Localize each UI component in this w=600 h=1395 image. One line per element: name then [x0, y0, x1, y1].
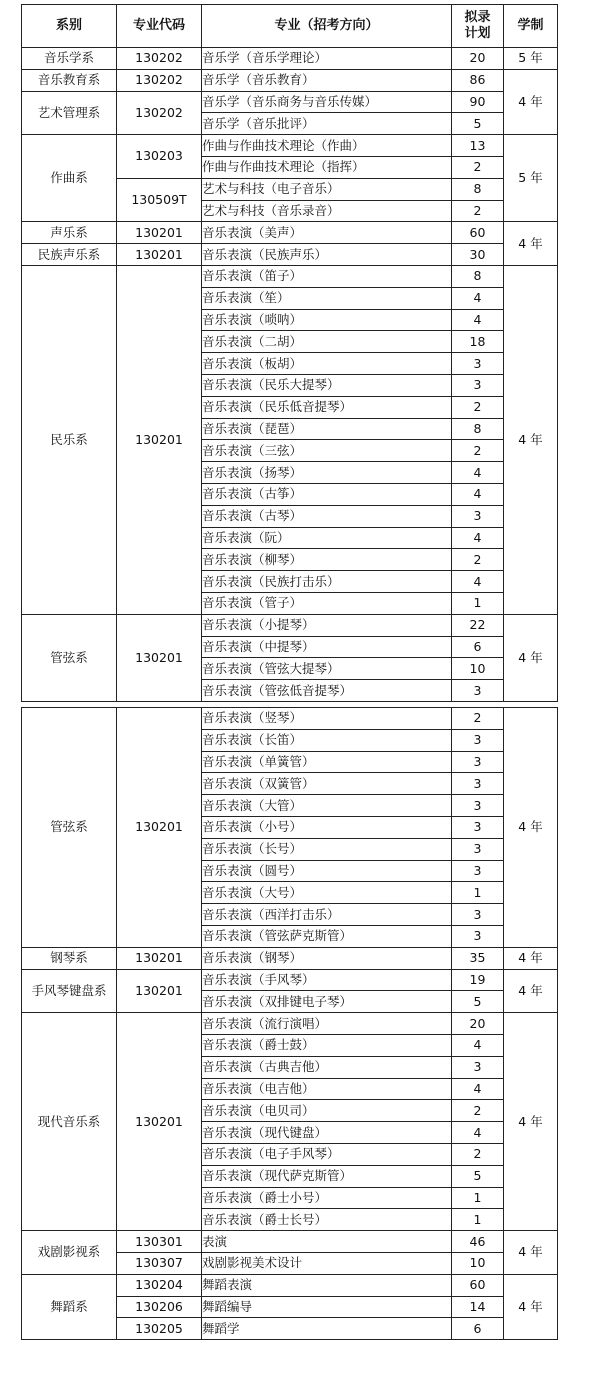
plan-cell: 4	[452, 287, 504, 309]
major-cell: 音乐表演（管弦萨克斯管）	[202, 925, 452, 947]
dept-cell: 音乐学系	[22, 48, 117, 70]
plan-cell: 3	[452, 816, 504, 838]
plan-cell: 1	[452, 882, 504, 904]
plan-cell: 19	[452, 969, 504, 991]
table-row	[22, 244, 558, 266]
major-cell: 音乐表演（民乐大提琴）	[202, 374, 452, 396]
plan-cell: 6	[452, 636, 504, 658]
dept-cell: 民族声乐系	[22, 244, 117, 266]
code-cell: 130204	[117, 1274, 202, 1296]
years-cell: 4 年	[504, 708, 558, 948]
plan-cell: 3	[452, 773, 504, 795]
dept-cell: 声乐系	[22, 222, 117, 244]
plan-cell: 4	[452, 527, 504, 549]
major-cell: 音乐表演（古筝）	[202, 483, 452, 505]
plan-cell: 4	[452, 1078, 504, 1100]
years-cell: 5 年	[504, 135, 558, 222]
major-cell: 音乐表演（二胡）	[202, 331, 452, 353]
dept-cell: 管弦系	[22, 708, 117, 948]
major-cell: 音乐表演（竖琴）	[202, 708, 452, 730]
plan-cell: 20	[452, 48, 504, 70]
header-years: 学制	[504, 5, 558, 48]
major-cell: 音乐表演（大号）	[202, 882, 452, 904]
major-cell: 音乐表演（扬琴）	[202, 462, 452, 484]
plan-cell: 4	[452, 571, 504, 593]
major-cell: 音乐表演（西洋打击乐）	[202, 904, 452, 926]
plan-cell: 2	[452, 708, 504, 730]
years-cell: 4 年	[504, 614, 558, 701]
plan-cell: 10	[452, 658, 504, 680]
plan-cell: 3	[452, 505, 504, 527]
major-cell: 音乐表演（管弦大提琴）	[202, 658, 452, 680]
plan-cell: 3	[452, 925, 504, 947]
major-cell: 音乐表演（电吉他）	[202, 1078, 452, 1100]
major-cell: 音乐表演（柳琴）	[202, 549, 452, 571]
code-cell: 130201	[117, 244, 202, 266]
major-cell: 音乐表演（电贝司）	[202, 1100, 452, 1122]
plan-cell: 1	[452, 592, 504, 614]
code-cell: 130307	[117, 1252, 202, 1274]
table-row	[22, 91, 558, 113]
major-cell: 音乐表演（三弦）	[202, 440, 452, 462]
major-cell: 音乐表演（阮）	[202, 527, 452, 549]
major-cell: 音乐表演（双簧管）	[202, 773, 452, 795]
major-cell: 舞蹈表演	[202, 1274, 452, 1296]
plan-cell: 6	[452, 1318, 504, 1340]
major-cell: 戏剧影视美术设计	[202, 1252, 452, 1274]
dept-cell: 管弦系	[22, 614, 117, 701]
major-cell: 音乐表演（笙）	[202, 287, 452, 309]
major-cell: 音乐表演（民族打击乐）	[202, 571, 452, 593]
major-cell: 音乐学（音乐商务与音乐传媒）	[202, 91, 452, 113]
plan-cell: 30	[452, 244, 504, 266]
major-cell: 音乐表演（钢琴）	[202, 947, 452, 969]
major-cell: 音乐表演（琵琶）	[202, 418, 452, 440]
major-cell: 音乐表演（古琴）	[202, 505, 452, 527]
table-row	[22, 969, 558, 991]
major-cell: 音乐表演（现代萨克斯管）	[202, 1165, 452, 1187]
dept-cell: 钢琴系	[22, 947, 117, 969]
major-cell: 音乐学（音乐学理论）	[202, 48, 452, 70]
plan-cell: 60	[452, 222, 504, 244]
table-row	[22, 614, 558, 636]
major-cell: 音乐表演（管子）	[202, 592, 452, 614]
years-cell: 4 年	[504, 1231, 558, 1275]
plan-cell: 46	[452, 1231, 504, 1253]
plan-cell: 3	[452, 729, 504, 751]
code-cell: 130201	[117, 265, 202, 614]
table-row	[22, 135, 558, 157]
major-cell: 音乐表演（圆号）	[202, 860, 452, 882]
major-cell: 音乐表演（民乐低音提琴）	[202, 396, 452, 418]
header-plan-line2: 计划	[464, 26, 491, 41]
header-row	[22, 5, 558, 48]
plan-cell: 4	[452, 462, 504, 484]
plan-cell: 1	[452, 1187, 504, 1209]
years-cell: 4 年	[504, 1013, 558, 1231]
code-cell: 130509T	[117, 178, 202, 222]
code-cell: 130203	[117, 135, 202, 179]
enrollment-table-top	[21, 4, 558, 702]
plan-cell: 3	[452, 838, 504, 860]
code-cell: 130206	[117, 1296, 202, 1318]
major-cell: 音乐表演（笛子）	[202, 265, 452, 287]
plan-cell: 3	[452, 1056, 504, 1078]
plan-cell: 3	[452, 751, 504, 773]
dept-cell: 音乐教育系	[22, 69, 117, 91]
code-cell: 130202	[117, 69, 202, 91]
enrollment-table-bottom	[21, 707, 558, 1340]
plan-cell: 4	[452, 309, 504, 331]
plan-cell: 1	[452, 1209, 504, 1231]
plan-cell: 5	[452, 991, 504, 1013]
dept-cell: 现代音乐系	[22, 1013, 117, 1231]
major-cell: 音乐表演（爵士小号）	[202, 1187, 452, 1209]
plan-cell: 13	[452, 135, 504, 157]
plan-cell: 3	[452, 680, 504, 702]
years-cell: 4 年	[504, 947, 558, 969]
plan-cell: 4	[452, 1034, 504, 1056]
major-cell: 音乐表演（长笛）	[202, 729, 452, 751]
plan-cell: 4	[452, 1122, 504, 1144]
dept-cell: 艺术管理系	[22, 91, 117, 135]
table-row	[22, 265, 558, 287]
major-cell: 艺术与科技（电子音乐）	[202, 178, 452, 200]
major-cell: 音乐表演（长号）	[202, 838, 452, 860]
major-cell: 音乐表演（现代键盘）	[202, 1122, 452, 1144]
plan-cell: 4	[452, 483, 504, 505]
plan-cell: 3	[452, 904, 504, 926]
plan-cell: 2	[452, 200, 504, 222]
major-cell: 音乐表演（爵士长号）	[202, 1209, 452, 1231]
plan-cell: 14	[452, 1296, 504, 1318]
major-cell: 音乐表演（流行演唱）	[202, 1013, 452, 1035]
plan-cell: 3	[452, 374, 504, 396]
major-cell: 音乐表演（小号）	[202, 816, 452, 838]
header-plan-line1: 拟录	[464, 10, 491, 25]
table-row	[22, 222, 558, 244]
years-cell: 4 年	[504, 969, 558, 1013]
plan-cell: 86	[452, 69, 504, 91]
major-cell: 音乐表演（管弦低音提琴）	[202, 680, 452, 702]
major-cell: 音乐表演（中提琴）	[202, 636, 452, 658]
years-cell: 4 年	[504, 265, 558, 614]
major-cell: 音乐表演（手风琴）	[202, 969, 452, 991]
dept-cell: 舞蹈系	[22, 1274, 117, 1339]
plan-cell: 35	[452, 947, 504, 969]
code-cell: 130205	[117, 1318, 202, 1340]
plan-cell: 3	[452, 353, 504, 375]
code-cell: 130301	[117, 1231, 202, 1253]
major-cell: 舞蹈学	[202, 1318, 452, 1340]
header-dept: 系别	[22, 5, 117, 48]
code-cell: 130201	[117, 222, 202, 244]
code-cell: 130201	[117, 614, 202, 701]
dept-cell: 作曲系	[22, 135, 117, 222]
code-cell: 130202	[117, 91, 202, 135]
plan-cell: 2	[452, 1100, 504, 1122]
table-row	[22, 69, 558, 91]
major-cell: 音乐表演（板胡）	[202, 353, 452, 375]
plan-cell: 3	[452, 860, 504, 882]
major-cell: 音乐表演（爵士鼓）	[202, 1034, 452, 1056]
plan-cell: 5	[452, 1165, 504, 1187]
major-cell: 音乐表演（小提琴）	[202, 614, 452, 636]
table-row	[22, 1231, 558, 1253]
table-row	[22, 1274, 558, 1296]
code-cell: 130201	[117, 708, 202, 948]
major-cell: 舞蹈编导	[202, 1296, 452, 1318]
plan-cell: 8	[452, 178, 504, 200]
years-cell: 4 年	[504, 222, 558, 266]
table-row	[22, 1013, 558, 1035]
major-cell: 音乐表演（单簧管）	[202, 751, 452, 773]
major-cell: 音乐表演（美声）	[202, 222, 452, 244]
plan-cell: 22	[452, 614, 504, 636]
plan-cell: 2	[452, 156, 504, 178]
major-cell: 表演	[202, 1231, 452, 1253]
major-cell: 音乐表演（古典吉他）	[202, 1056, 452, 1078]
plan-cell: 2	[452, 440, 504, 462]
dept-cell: 民乐系	[22, 265, 117, 614]
code-cell: 130201	[117, 969, 202, 1013]
plan-cell: 10	[452, 1252, 504, 1274]
plan-cell: 2	[452, 1143, 504, 1165]
plan-cell: 90	[452, 91, 504, 113]
code-cell: 130201	[117, 1013, 202, 1231]
major-cell: 作曲与作曲技术理论（作曲）	[202, 135, 452, 157]
major-cell: 音乐学（音乐教育）	[202, 69, 452, 91]
years-cell: 4 年	[504, 69, 558, 134]
plan-cell: 5	[452, 113, 504, 135]
plan-cell: 8	[452, 418, 504, 440]
years-cell: 4 年	[504, 1274, 558, 1339]
plan-cell: 20	[452, 1013, 504, 1035]
table-row	[22, 48, 558, 70]
years-cell: 5 年	[504, 48, 558, 70]
major-cell: 音乐表演（唢呐）	[202, 309, 452, 331]
major-cell: 艺术与科技（音乐录音）	[202, 200, 452, 222]
dept-cell: 戏剧影视系	[22, 1231, 117, 1275]
plan-cell: 3	[452, 795, 504, 817]
dept-cell: 手风琴键盘系	[22, 969, 117, 1013]
major-cell: 音乐表演（电子手风琴）	[202, 1143, 452, 1165]
major-cell: 音乐表演（民族声乐）	[202, 244, 452, 266]
table-row	[22, 708, 558, 730]
plan-cell: 2	[452, 549, 504, 571]
header-code: 专业代码	[117, 5, 202, 48]
major-cell: 音乐表演（双排键电子琴）	[202, 991, 452, 1013]
table-row	[22, 947, 558, 969]
major-cell: 作曲与作曲技术理论（指挥）	[202, 156, 452, 178]
plan-cell: 2	[452, 396, 504, 418]
major-cell: 音乐表演（大管）	[202, 795, 452, 817]
plan-cell: 18	[452, 331, 504, 353]
plan-cell: 8	[452, 265, 504, 287]
header-major: 专业（招考方向）	[202, 5, 452, 48]
header-plan	[452, 5, 504, 48]
plan-cell: 60	[452, 1274, 504, 1296]
code-cell: 130202	[117, 48, 202, 70]
code-cell: 130201	[117, 947, 202, 969]
major-cell: 音乐学（音乐批评）	[202, 113, 452, 135]
